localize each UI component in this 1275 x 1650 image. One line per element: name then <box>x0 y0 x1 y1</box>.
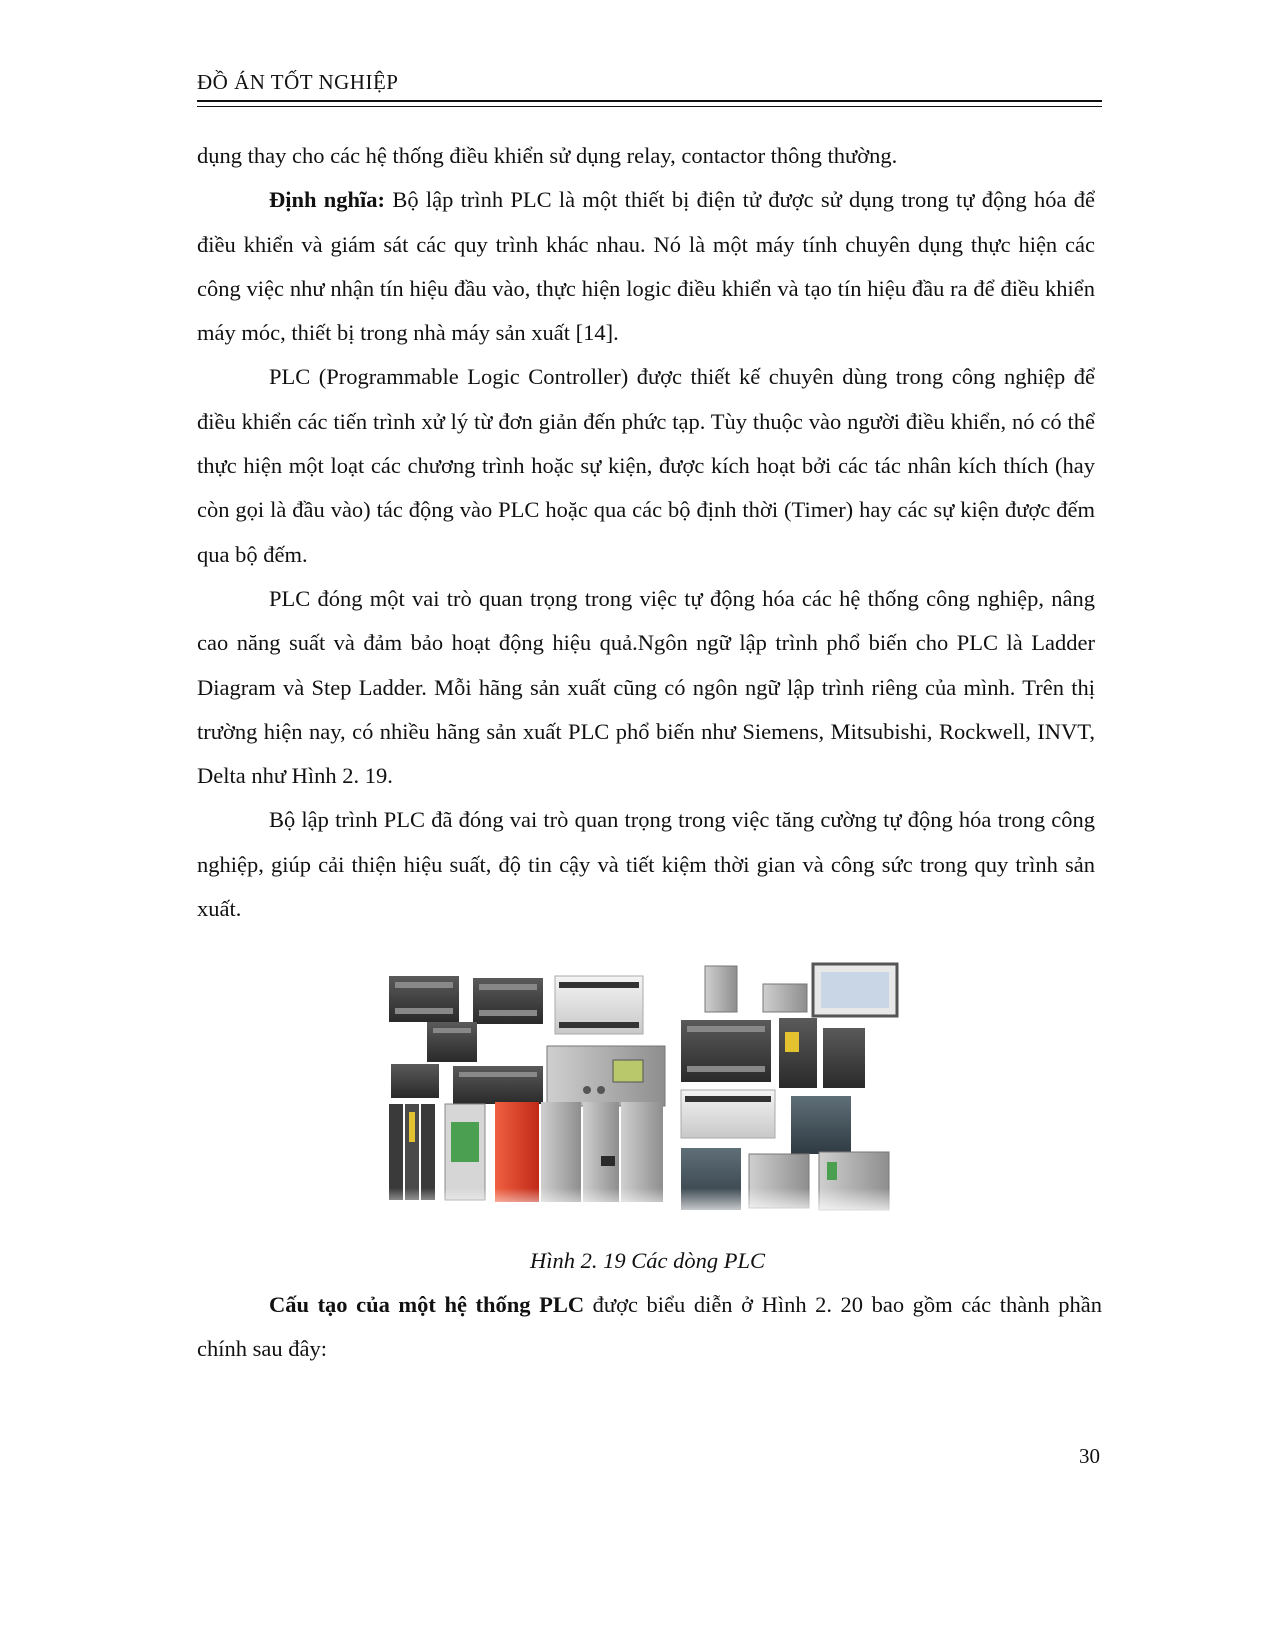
structure-intro <box>197 1283 1102 1372</box>
paragraph-plc-role: PLC đóng một vai trò quan trọng trong việc tự động hóa các hệ thống công nghiệp, nâng cao năng suất và đảm bảo hoạt động hiệu quả.Ngôn ngữ lập trình phổ biến cho PLC là Ladder Diagram và Step Ladder. Mỗi hãng sản xuất cũng có ngôn ngữ lập trình riêng của mình. Trên thị trường hiện nay, có nhiều hãng sản xuất PLC phổ biến như Siemens, Mitsubishi, Rockwell, INVT, Delta như Hình 2. 19. <box>197 585 1095 789</box>
definition-text: Bộ lập trình PLC là một thiết bị điện tử được sử dụng trong tự động hóa để điều khiển và giám sát các quy trình khác nhau. Nó là một máy tính chuyên dụng thực hiện các công việc như nhận tín hiệu đầu vào, thực hiện logic điều khiển và tạo tín hiệu đầu ra để điều khiển máy móc, thiết bị trong nhà máy sản xuất [14]. <box>197 187 1095 346</box>
header-rule-thick <box>197 100 1102 102</box>
paragraph-continuation: dụng thay cho các hệ thống điều khiển sử dụng relay, contactor thông thường. <box>197 143 898 168</box>
structure-text: được biểu diễn ở Hình 2. 20 bao gồm các thành phần chính sau đây: <box>197 1292 1102 1362</box>
body-text <box>197 134 1095 931</box>
plc-devices-illustration <box>387 962 899 1218</box>
structure-paragraph <box>197 1283 1102 1372</box>
paragraph-definition <box>197 178 1095 355</box>
structure-label: Cấu tạo của một hệ thống PLC <box>269 1292 585 1317</box>
paragraph-plc-benefits: Bộ lập trình PLC đã đóng vai trò quan trọng trong việc tăng cường tự động hóa trong công nghiệp, giúp cải thiện hiệu suất, độ tin cậy và tiết kiệm thời gian và công sức trong quy trình sản xuất. <box>197 807 1095 922</box>
figure-caption: Hình 2. 19 Các dòng PLC <box>529 1248 765 1273</box>
running-header: ĐỒ ÁN TỐT NGHIỆP <box>197 70 399 94</box>
definition-label: Định nghĩa: <box>269 187 386 213</box>
plc-product-photo <box>387 962 899 1218</box>
paragraph-plc-intro: PLC (Programmable Logic Controller) được thiết kế chuyên dùng trong công nghiệp để điều khiển các tiến trình xử lý từ đơn giản đến phức tạp. Tùy thuộc vào người điều khiển, nó có thể thực hiện một loạt các chương trình hoặc sự kiện, được kích hoạt bởi các tác nhân kích thích (hay còn gọi là đầu vào) tác động vào PLC hoặc qua các bộ định thời (Timer) hay các sự kiện được đếm qua bộ đếm. <box>197 364 1095 567</box>
page-number: 30 <box>1079 1444 1100 1468</box>
header-rule-thin <box>197 106 1102 107</box>
